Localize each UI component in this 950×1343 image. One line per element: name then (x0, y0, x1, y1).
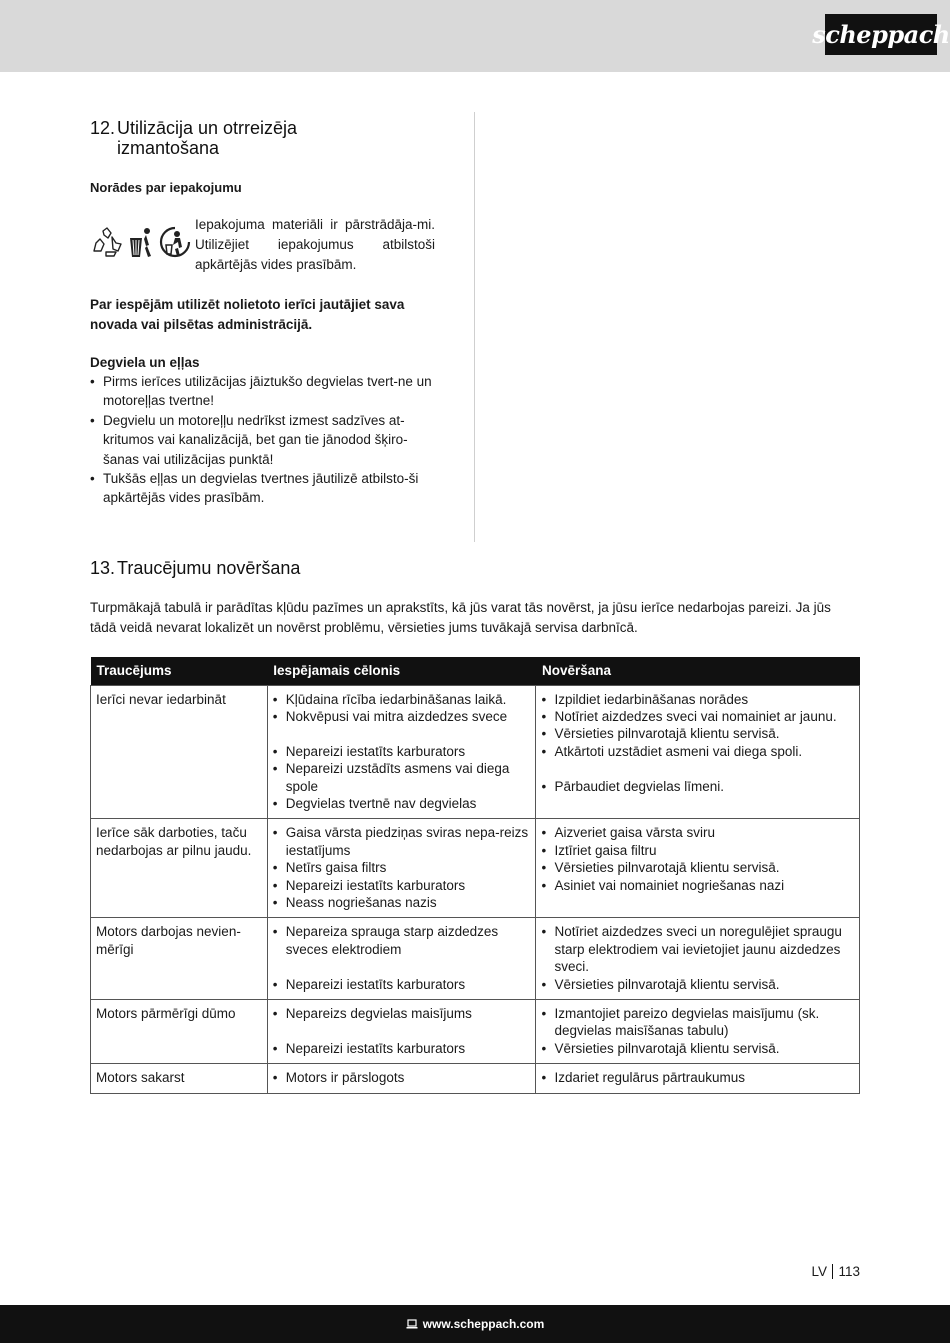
list-item: • Degvielu un motoreļļu nedrīkst izmest sadzīves at-kritumos vai kanalizācijā, bet gan tie jānodod šķiro-šanas vai utilizācijas punktā! (90, 411, 435, 469)
header-fault: Traucējums (91, 657, 268, 685)
remedy-list (541, 1069, 854, 1086)
cause-cell (267, 685, 536, 819)
list-item: • Nepareiza sprauga starp aizdedzes sveces elektrodiem (273, 923, 531, 958)
list-item: • Izmantojiet pareizo degvielas maisījumu (sk. degvielas maisīšanas tabulu) (541, 1005, 854, 1040)
packaging-text: Iepakojuma materiāli ir pārstrādāja-mi. Utilizējiet iepakojumus atbilstoši apkārtējās vides prasībām. (195, 217, 435, 272)
header-cause: Iespējamais cēlonis (267, 657, 536, 685)
table-row (91, 918, 860, 1000)
list-item: • Atkārtoti uzstādiet asmeni vai diega spoli. (541, 743, 854, 760)
table-row (91, 1064, 860, 1093)
remedy-list (541, 691, 854, 795)
cause-cell (267, 918, 536, 1000)
packaging-row (90, 215, 435, 275)
list-item (273, 958, 531, 975)
table-row (91, 685, 860, 819)
list-item (273, 1022, 531, 1039)
fuel-heading: Degviela un eļļas (90, 355, 200, 370)
list-item: • Nepareizi iestatīts karburators (273, 877, 531, 894)
fault-cell: Motors darbojas nevien-mērīgi (91, 918, 268, 1000)
list-item: • Pārbaudiet degvielas līmeni. (541, 778, 854, 795)
list-item: • Nepareizi iestatīts karburators (273, 1040, 531, 1057)
list-item: • Netīrs gaisa filtrs (273, 859, 531, 876)
page-separator (832, 1264, 834, 1279)
fault-cell: Motors sakarst (91, 1064, 268, 1093)
table-row (91, 819, 860, 918)
list-item: • Izdariet regulārus pārtraukumus (541, 1069, 854, 1086)
list-item: • Vērsieties pilnvarotajā klientu servisā. (541, 725, 854, 742)
list-item: • Nepareizi iestatīts karburators (273, 743, 531, 760)
list-item: • Degvielas tvertnē nav degvielas (273, 795, 531, 812)
cause-list (273, 824, 531, 911)
scheppach-logo: scheppach (825, 14, 937, 55)
cause-cell (267, 819, 536, 918)
troubleshooting-table (90, 657, 860, 1094)
list-item: • Notīriet aizdedzes sveci un noregulējiet spraugu starp elektrodiem vai ievietojiet jaunu aizdedzes sveci. (541, 923, 854, 975)
fault-cell: Motors pārmērīgi dūmo (91, 999, 268, 1063)
section-12-title-line1: Utilizācija un otrreizēja (117, 118, 298, 138)
list-item: • Tukšās eļļas un degvielas tvertnes jāutilizē atbilsto-ši apkārtējās vides prasībām. (90, 469, 435, 508)
list-item: • Izpildiet iedarbināšanas norādes (541, 691, 854, 708)
section-13-number: 13. (90, 558, 116, 578)
disposal-note: Par iespējām utilizēt nolietoto ierīci jautājiet sava novada vai pilsētas administrācijā. (90, 297, 405, 332)
footer-bar (0, 1305, 950, 1343)
remedy-cell (536, 685, 860, 819)
remedy-cell (536, 1064, 860, 1093)
list-item: • Nepareizs degvielas maisījums (273, 1005, 531, 1022)
list-item: • Gaisa vārsta piedziņas sviras nepa-reizs iestatījums (273, 824, 531, 859)
list-item: • Motors ir pārslogots (273, 1069, 531, 1086)
page-num: 113 (838, 1264, 860, 1279)
section-13-title (90, 558, 860, 578)
section-12-title-line2: izmantošana (117, 138, 220, 158)
remedy-cell (536, 819, 860, 918)
cause-list (273, 691, 531, 813)
list-item: • Pirms ierīces utilizācijas jāiztukšo degvielas tvert-ne un motoreļļas tvertne! (90, 372, 435, 411)
section-12-number: 12. (90, 118, 116, 138)
list-item (541, 760, 854, 777)
footer-url[interactable]: www.scheppach.com (422, 1317, 545, 1331)
column-divider (474, 112, 475, 542)
recycle-icon (90, 225, 124, 259)
cause-list (273, 1069, 531, 1086)
tidyman-icon (158, 225, 192, 259)
list-item: • Nokvēpusi vai mitra aizdedzes svece (273, 708, 531, 725)
remedy-list (541, 824, 854, 894)
section-12 (90, 118, 435, 508)
header-remedy: Novēršana (536, 657, 860, 685)
header-bar (0, 0, 950, 72)
cause-cell (267, 1064, 536, 1093)
cause-list (273, 923, 531, 993)
list-item: • Neass nogriešanas nazis (273, 894, 531, 911)
list-item: • Vērsieties pilnvarotajā klientu servisā. (541, 1040, 854, 1057)
section-13-title-text: Traucējumu novēršana (117, 558, 301, 578)
packaging-heading: Norādes par iepakojumu (90, 180, 242, 195)
table-header-row (91, 657, 860, 685)
cause-list (273, 1005, 531, 1057)
remedy-list (541, 1005, 854, 1057)
list-item: • Nepareizi iestatīts karburators (273, 976, 531, 993)
laptop-icon (406, 1319, 418, 1329)
list-item: • Iztīriet gaisa filtru (541, 842, 854, 859)
list-item: • Vērsieties pilnvarotajā klientu servisā. (541, 859, 854, 876)
section-12-title (90, 118, 435, 158)
fault-cell: Ierīci nevar iedarbināt (91, 685, 268, 819)
list-item: • Notīriet aizdedzes sveci vai nomainiet ar jaunu. (541, 708, 854, 725)
list-item: • Nepareizi uzstādīts asmens vai diega spole (273, 760, 531, 795)
table-row (91, 999, 860, 1063)
fuel-list (90, 372, 435, 508)
remedy-list (541, 923, 854, 993)
remedy-cell (536, 918, 860, 1000)
list-item: • Aizveriet gaisa vārsta sviru (541, 824, 854, 841)
bin-icon (127, 225, 155, 259)
page-number (811, 1264, 860, 1279)
fault-cell: Ierīce sāk darboties, taču nedarbojas ar pilnu jaudu. (91, 819, 268, 918)
cause-cell (267, 999, 536, 1063)
section-13-intro: Turpmākajā tabulā ir parādītas kļūdu pazīmes un aprakstīts, kā jūs varat tās novērst, ja jūsu ierīce nedarbojas pareizi. Ja jūs tādā veidā nevarat lokalizēt un novērst problēmu, vērsieties jums tuvākajā servisa darbnīcā. (90, 600, 831, 635)
remedy-cell (536, 999, 860, 1063)
packaging-icons (90, 225, 195, 275)
list-item: • Kļūdaina rīcība iedarbināšanas laikā. (273, 691, 531, 708)
page-lang: LV (811, 1264, 827, 1279)
list-item: • Vērsieties pilnvarotajā klientu servisā. (541, 976, 854, 993)
list-item (273, 725, 531, 742)
list-item: • Asiniet vai nomainiet nogriešanas nazi (541, 877, 854, 894)
section-13 (90, 558, 860, 638)
